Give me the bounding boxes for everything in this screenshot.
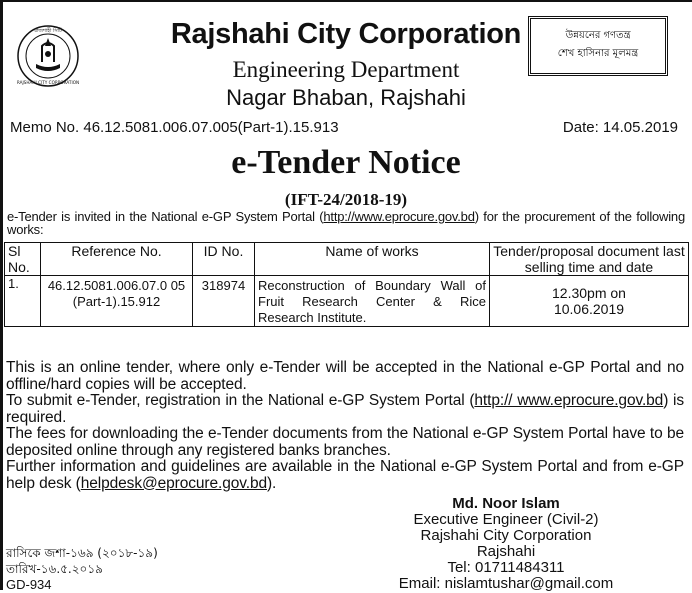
office-address: Nagar Bhaban, Rajshahi	[226, 85, 466, 110]
header-tender-deadline: Tender/proposal document last selling time and date	[490, 243, 689, 276]
tender-date: 10.06.2019	[553, 301, 625, 317]
header-reference-no: Reference No.	[41, 243, 193, 276]
helpdesk-text-end: ).	[266, 474, 277, 492]
organization-name: Rajshahi City Corporation	[170, 18, 522, 50]
helpdesk-email-link[interactable]: helpdesk@eprocure.gov.bd	[80, 474, 267, 492]
notice-title: e-Tender Notice	[231, 144, 461, 181]
page-border-top	[0, 0, 692, 2]
notice-body	[6, 360, 684, 492]
notice-subtitle: (IFT-24/2018-19)	[284, 190, 408, 209]
slogan-line-2: শেখ হাসিনার মূলমন্ত্র	[557, 48, 639, 59]
cell-reference-no: 46.12.5081.006.07.0 05 (Part-1).15.912	[41, 276, 193, 327]
footer-reference-block	[6, 545, 158, 593]
signatory-name: Md. Noor Islam	[452, 495, 560, 512]
table-header-row	[5, 243, 689, 276]
signatory-designation: Executive Engineer (Civil-2)	[413, 511, 599, 528]
cell-tender-deadline	[490, 276, 689, 327]
slogan-box	[528, 16, 668, 76]
memo-number: Memo No. 46.12.5081.006.07.005(Part-1).15.913	[10, 119, 339, 136]
header-id-no: ID No.	[193, 243, 255, 276]
cell-sl-no: 1.	[5, 276, 41, 327]
signatory-email: Email: nislamtushar@gmail.com	[398, 575, 614, 592]
signatory-organization: Rajshahi City Corporation	[420, 527, 592, 544]
registration-text-end: ) is required.	[6, 392, 685, 426]
paragraph-fees: The fees for downloading the e-Tender documents from the National e-GP System Portal have to be deposited online through any registered banks branches.	[6, 425, 684, 459]
registration-text-start: To submit e-Tender, registration in the National e-GP System Portal (	[6, 392, 475, 409]
signatory-phone: Tel: 01711484311	[447, 559, 565, 576]
footer-date: তারিখ-১৬.৫.২০১৯	[6, 562, 103, 576]
registration-link[interactable]: http:// www.eprocure.gov.bd	[474, 392, 664, 409]
tender-time: 12.30pm on	[552, 285, 626, 301]
slogan-line-1: উন্নয়নের গণতন্ত্র	[565, 30, 631, 41]
department-name: Engineering Department	[232, 57, 460, 82]
svg-text:RAJSHAHI CITY CORPORATION: RAJSHAHI CITY CORPORATION	[16, 80, 80, 85]
svg-text:রাজশাহী সিটি: রাজশাহী সিটি	[34, 28, 62, 34]
memo-date: Date: 14.05.2019	[562, 119, 678, 136]
header-sl-no: Sl No.	[5, 243, 41, 276]
header-name-of-works: Name of works	[255, 243, 490, 276]
paragraph-registration	[6, 393, 684, 426]
works-table	[4, 242, 689, 327]
signature-block	[380, 496, 632, 592]
paragraph-online-tender: This is an online tender, where only e-Tender will be accepted in the National e-GP Portal and no offline/hard copies will be accepted.	[6, 359, 684, 393]
signatory-city: Rajshahi	[476, 543, 536, 560]
intro-text-end: ) for the procurement of the following works:	[7, 209, 685, 237]
table-row	[5, 276, 689, 327]
footer-reference: রাসিকে জশা-১৬৯ (২০১৮-১৯)	[6, 546, 158, 560]
footer-gd-number: GD-934	[6, 577, 52, 592]
helpdesk-text-start: Further information and guidelines are available in the National e-GP System Portal and from e-GP help desk (	[6, 458, 684, 492]
intro-text-start: e-Tender is invited in the National e-GP System Portal (	[7, 209, 324, 224]
paragraph-helpdesk	[6, 459, 684, 492]
cell-id-no: 318974	[193, 276, 255, 327]
intro-text	[7, 210, 685, 236]
eprocure-link[interactable]: http://www.eprocure.gov.bd	[323, 209, 475, 224]
cell-name-of-works: Reconstruction of Boundary Wall of Fruit Research Center & Rice Research Institute.	[255, 276, 490, 327]
